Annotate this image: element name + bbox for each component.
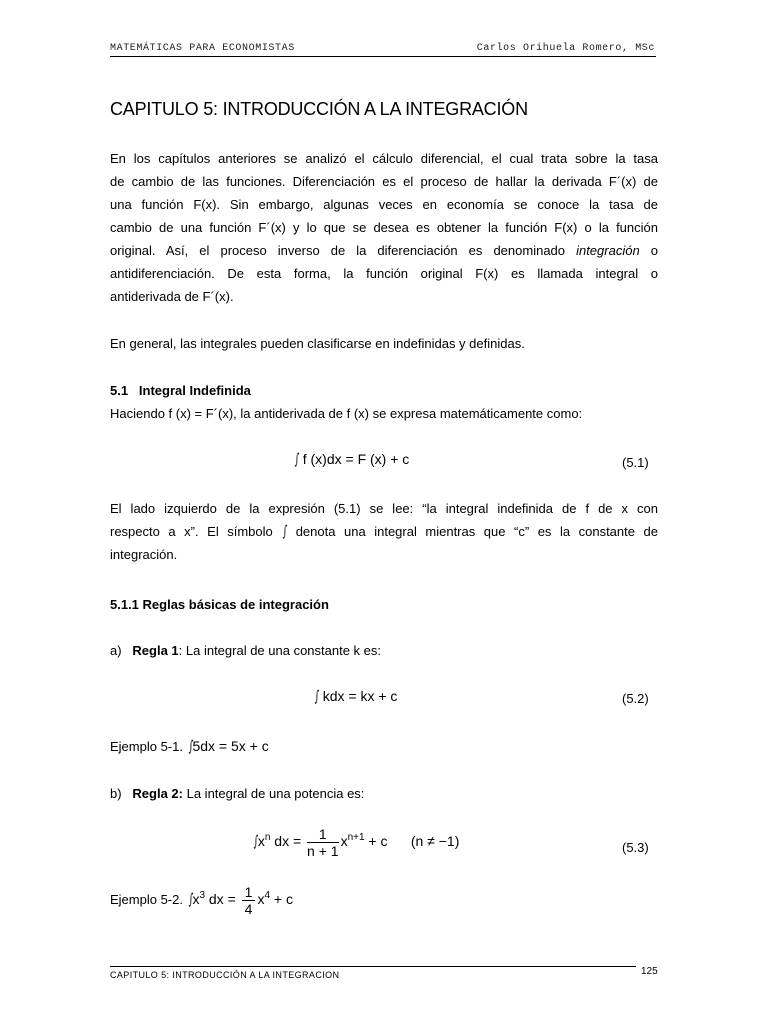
page-number: 125 bbox=[641, 966, 658, 977]
equation-5-1 bbox=[293, 450, 409, 468]
rule-2 bbox=[110, 786, 364, 801]
section-heading-5-1-1: 5.1.1 Reglas básicas de integración bbox=[110, 597, 329, 612]
explain-line: El lado izquierdo de la expresión (5.1) se lee: “la integral indefinida de f de x con bbox=[110, 501, 658, 516]
intro-line5-text: original. Así, el proceso inverso de la diferenciación es denominado bbox=[110, 243, 566, 258]
example-equation bbox=[187, 738, 269, 754]
rule-marker: b) bbox=[110, 786, 122, 801]
section-title: Integral Indefinida bbox=[138, 383, 251, 398]
intro-line: antiderivada de F´(x). bbox=[110, 289, 234, 304]
lhs-rest: dx = bbox=[274, 833, 302, 850]
equation-body: kdx = kx + c bbox=[322, 688, 398, 704]
header-author: Carlos Orihuela Romero, MSc bbox=[476, 43, 655, 54]
intro-line: una función F(x). Sin embargo, algunas veces en economía se conoce la tasa de bbox=[110, 197, 658, 212]
exponent: 4 bbox=[264, 890, 270, 902]
chapter-title: CAPITULO 5: INTRODUCCIÓN A LA INTEGRACIÓN bbox=[110, 99, 528, 119]
explain-line: integración. bbox=[110, 547, 178, 562]
section-number: 5.1 bbox=[110, 383, 129, 398]
footer-chapter: CAPITULO 5: INTRODUCCIÓN A LA INTEGRACION bbox=[110, 970, 340, 980]
condition: (n ≠ −1) bbox=[410, 833, 460, 850]
intro-line: antidiferenciación. De esta forma, la función original F(x) es llamada integral o bbox=[110, 266, 658, 281]
fraction-numerator: 1 bbox=[307, 826, 339, 843]
intro-line: En los capítulos anteriores se analizó el cálculo diferencial, el cual trata sobre la tasa bbox=[110, 151, 658, 166]
integral-symbol: ∫ bbox=[188, 737, 193, 755]
explain-paragraph bbox=[110, 497, 658, 566]
rule-1 bbox=[110, 643, 381, 658]
base-x: x bbox=[257, 891, 265, 908]
rule-name: Regla 1 bbox=[132, 643, 179, 658]
section-5-1-text: Haciendo f (x) = F´(x), la antiderivada de f (x) se expresa matemáticamente como: bbox=[110, 406, 583, 421]
fraction-denominator: 4 bbox=[244, 901, 253, 917]
explain-line2-start: respecto a x”. El símbolo bbox=[110, 524, 273, 539]
example-equation bbox=[187, 884, 293, 917]
integral-symbol: ∫ bbox=[314, 687, 320, 705]
base-x: x bbox=[192, 891, 200, 908]
rhs-rest: + c bbox=[368, 833, 388, 850]
equation-5-3 bbox=[252, 826, 459, 859]
exponent: n+1 bbox=[347, 832, 365, 844]
fraction bbox=[307, 826, 339, 859]
intro-line5-end: o bbox=[650, 243, 658, 258]
fraction-numerator: 1 bbox=[242, 884, 256, 901]
base-x: x bbox=[257, 833, 265, 850]
exponent: 3 bbox=[199, 890, 205, 902]
integration-term: integración bbox=[576, 243, 640, 258]
integral-symbol: ∫ bbox=[294, 450, 300, 468]
rule-name: Regla 2: bbox=[132, 786, 183, 801]
rule-text: : La integral de una constante k es: bbox=[178, 643, 382, 658]
example-5-2 bbox=[110, 884, 293, 917]
integral-symbol: ∫ bbox=[253, 832, 259, 851]
example-label: Ejemplo 5-1. bbox=[110, 739, 183, 754]
equation-number: (5.1) bbox=[622, 455, 649, 470]
explain-line2-end: denota una integral mientras que “c” es la constante de bbox=[295, 524, 658, 539]
intro-line: cambio de una función F´(x) y lo que se desea es obtener la función F(x) o la función bbox=[110, 220, 658, 235]
integral-symbol: ∫ bbox=[282, 522, 288, 540]
fraction bbox=[242, 884, 256, 917]
example-5-1 bbox=[110, 737, 269, 755]
header-divider bbox=[110, 56, 656, 57]
example-body: 5dx = 5x + c bbox=[192, 738, 269, 754]
exponent: n bbox=[264, 832, 271, 844]
lhs-rest: dx = bbox=[208, 891, 236, 908]
header-book-title: MATEMÁTICAS PARA ECONOMISTAS bbox=[110, 43, 295, 54]
general-paragraph: En general, las integrales pueden clasificarse en indefinidas y definidas. bbox=[110, 336, 525, 351]
fraction-denominator: n + 1 bbox=[307, 843, 339, 859]
base-x: x bbox=[340, 833, 348, 850]
equation-body: f (x)dx = F (x) + c bbox=[302, 451, 410, 467]
intro-line bbox=[110, 239, 658, 262]
equation-5-2 bbox=[313, 687, 397, 705]
intro-line: de cambio de las funciones. Diferenciación es el proceso de hallar la derivada F´(x) de bbox=[110, 174, 658, 189]
example-label: Ejemplo 5-2. bbox=[110, 892, 183, 908]
explain-line bbox=[110, 520, 658, 543]
equation-number: (5.2) bbox=[622, 691, 649, 706]
equation-number: (5.3) bbox=[622, 840, 649, 855]
rhs-rest: + c bbox=[273, 891, 293, 908]
section-heading-5-1 bbox=[110, 383, 251, 398]
rule-marker: a) bbox=[110, 643, 122, 658]
intro-paragraph bbox=[110, 147, 658, 308]
integral-symbol: ∫ bbox=[188, 890, 193, 909]
rule-text: La integral de una potencia es: bbox=[186, 786, 365, 801]
footer-divider bbox=[110, 966, 636, 967]
